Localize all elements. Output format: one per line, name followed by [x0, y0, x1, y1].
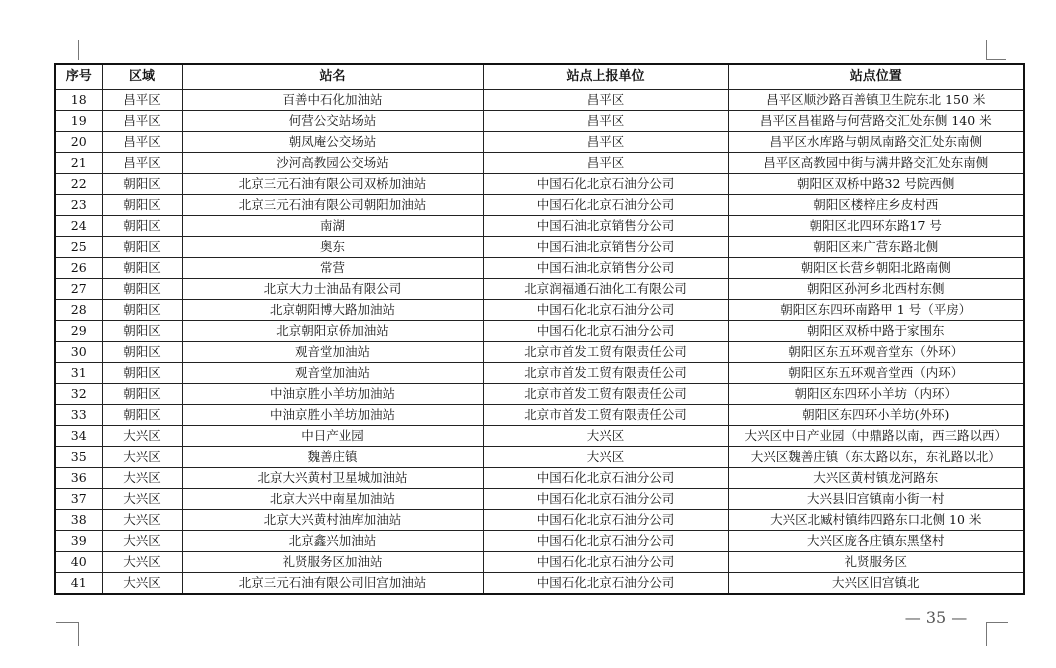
cell-station-name: 奥东: [182, 237, 483, 258]
table-row: [55, 384, 1024, 405]
cell-reporting-unit: 昌平区: [483, 153, 728, 174]
cell-station-name: 朝凤庵公交场站: [182, 132, 483, 153]
header-station-name: 站名: [182, 64, 483, 90]
cell-station-name: 北京大力士油品有限公司: [182, 279, 483, 300]
cell-station-location: 大兴区旧宫镇北: [728, 573, 1024, 595]
table-row: [55, 447, 1024, 468]
cell-index: 32: [55, 384, 102, 405]
table-row: [55, 300, 1024, 321]
table-row: [55, 216, 1024, 237]
cell-station-name: 北京鑫兴加油站: [182, 531, 483, 552]
table-row: [55, 153, 1024, 174]
crop-mark-bottom-right-h: [986, 622, 1008, 623]
cell-reporting-unit: 昌平区: [483, 111, 728, 132]
cell-district: 朝阳区: [102, 300, 182, 321]
crop-mark-bottom-left-v: [78, 622, 79, 646]
header-district: 区域: [102, 64, 182, 90]
table-header-row: [55, 64, 1024, 90]
cell-index: 41: [55, 573, 102, 595]
crop-mark-top-right-h: [986, 59, 1006, 60]
cell-index: 18: [55, 90, 102, 111]
cell-index: 21: [55, 153, 102, 174]
cell-reporting-unit: 中国石化北京石油分公司: [483, 531, 728, 552]
cell-reporting-unit: 北京润福通石油化工有限公司: [483, 279, 728, 300]
cell-reporting-unit: 北京市首发工贸有限责任公司: [483, 384, 728, 405]
crop-mark-bottom-left-h: [56, 622, 78, 623]
table-row: [55, 510, 1024, 531]
table-row: [55, 111, 1024, 132]
cell-district: 朝阳区: [102, 195, 182, 216]
cell-station-location: 大兴县旧宫镇南小街一村: [728, 489, 1024, 510]
cell-index: 30: [55, 342, 102, 363]
table-row: [55, 342, 1024, 363]
table-row: [55, 573, 1024, 595]
cell-reporting-unit: 中国石化北京石油分公司: [483, 321, 728, 342]
cell-district: 大兴区: [102, 552, 182, 573]
cell-reporting-unit: 中国石化北京石油分公司: [483, 573, 728, 595]
cell-index: 34: [55, 426, 102, 447]
cell-district: 大兴区: [102, 573, 182, 595]
cell-reporting-unit: 昌平区: [483, 132, 728, 153]
cell-district: 大兴区: [102, 447, 182, 468]
cell-station-location: 朝阳区东五环观音堂西（内环）: [728, 363, 1024, 384]
cell-index: 39: [55, 531, 102, 552]
cell-station-name: 魏善庄镇: [182, 447, 483, 468]
cell-index: 33: [55, 405, 102, 426]
table-row: [55, 489, 1024, 510]
cell-reporting-unit: 中国石化北京石油分公司: [483, 468, 728, 489]
cell-station-location: 大兴区庞各庄镇东黑垡村: [728, 531, 1024, 552]
cell-index: 38: [55, 510, 102, 531]
cell-district: 朝阳区: [102, 363, 182, 384]
table-row: [55, 237, 1024, 258]
cell-district: 朝阳区: [102, 342, 182, 363]
cell-index: 27: [55, 279, 102, 300]
crop-mark-top-right-v: [986, 40, 987, 60]
cell-station-location: 朝阳区双桥中路于家围东: [728, 321, 1024, 342]
cell-station-name: 中日产业园: [182, 426, 483, 447]
cell-station-location: 朝阳区东四环南路甲 1 号（平房）: [728, 300, 1024, 321]
cell-station-location: 朝阳区孙河乡北西村东侧: [728, 279, 1024, 300]
cell-station-location: 大兴区魏善庄镇（东太路以东，东礼路以北）: [728, 447, 1024, 468]
cell-station-location: 朝阳区东四环小羊坊(外环): [728, 405, 1024, 426]
cell-district: 昌平区: [102, 132, 182, 153]
cell-station-location: 昌平区昌崔路与何营路交汇处东侧 140 米: [728, 111, 1024, 132]
cell-district: 大兴区: [102, 426, 182, 447]
cell-station-name: 北京大兴中南星加油站: [182, 489, 483, 510]
cell-station-name: 北京三元石油有限公司朝阳加油站: [182, 195, 483, 216]
header-reporting-unit: 站点上报单位: [483, 64, 728, 90]
table-row: [55, 363, 1024, 384]
cell-station-location: 朝阳区东五环观音堂东（外环）: [728, 342, 1024, 363]
cell-station-name: 中油京胜小羊坊加油站: [182, 405, 483, 426]
cell-index: 22: [55, 174, 102, 195]
table-row: [55, 279, 1024, 300]
table-row: [55, 531, 1024, 552]
cell-index: 40: [55, 552, 102, 573]
cell-reporting-unit: 北京市首发工贸有限责任公司: [483, 342, 728, 363]
cell-station-name: 常营: [182, 258, 483, 279]
table-row: [55, 321, 1024, 342]
cell-station-name: 观音堂加油站: [182, 363, 483, 384]
cell-station-name: 北京朝阳京侨加油站: [182, 321, 483, 342]
table-row: [55, 468, 1024, 489]
table-row: [55, 405, 1024, 426]
cell-station-location: 朝阳区东四环小羊坊（内环）: [728, 384, 1024, 405]
crop-mark-top-left-v: [78, 40, 79, 60]
cell-reporting-unit: 中国石油北京销售分公司: [483, 237, 728, 258]
cell-district: 朝阳区: [102, 279, 182, 300]
cell-district: 大兴区: [102, 531, 182, 552]
cell-reporting-unit: 中国石化北京石油分公司: [483, 300, 728, 321]
cell-reporting-unit: 中国石油北京销售分公司: [483, 258, 728, 279]
cell-district: 朝阳区: [102, 258, 182, 279]
cell-reporting-unit: 北京市首发工贸有限责任公司: [483, 405, 728, 426]
cell-district: 大兴区: [102, 510, 182, 531]
cell-reporting-unit: 昌平区: [483, 90, 728, 111]
cell-station-location: 朝阳区北四环东路17 号: [728, 216, 1024, 237]
cell-district: 大兴区: [102, 468, 182, 489]
cell-district: 朝阳区: [102, 216, 182, 237]
cell-index: 25: [55, 237, 102, 258]
cell-station-location: 朝阳区双桥中路32 号院西侧: [728, 174, 1024, 195]
cell-station-location: 朝阳区楼梓庄乡皮村西: [728, 195, 1024, 216]
cell-reporting-unit: 中国石化北京石油分公司: [483, 489, 728, 510]
cell-district: 朝阳区: [102, 174, 182, 195]
cell-district: 大兴区: [102, 489, 182, 510]
cell-reporting-unit: 大兴区: [483, 426, 728, 447]
cell-station-name: 北京三元石油有限公司双桥加油站: [182, 174, 483, 195]
header-station-location: 站点位置: [728, 64, 1024, 90]
cell-station-location: 昌平区水库路与朝凤南路交汇处东南侧: [728, 132, 1024, 153]
table-row: [55, 552, 1024, 573]
cell-station-location: 昌平区高教园中街与满井路交汇处东南侧: [728, 153, 1024, 174]
cell-station-location: 大兴区中日产业园（中鼎路以南，西三路以西）: [728, 426, 1024, 447]
cell-index: 36: [55, 468, 102, 489]
cell-reporting-unit: 中国石化北京石油分公司: [483, 552, 728, 573]
cell-station-location: 礼贤服务区: [728, 552, 1024, 573]
cell-station-name: 百善中石化加油站: [182, 90, 483, 111]
cell-reporting-unit: 北京市首发工贸有限责任公司: [483, 363, 728, 384]
cell-district: 朝阳区: [102, 384, 182, 405]
cell-district: 朝阳区: [102, 237, 182, 258]
cell-station-location: 朝阳区长营乡朝阳北路南侧: [728, 258, 1024, 279]
cell-station-name: 沙河高教园公交场站: [182, 153, 483, 174]
gas-station-table: [54, 63, 1025, 595]
header-index: 序号: [55, 64, 102, 90]
cell-index: 19: [55, 111, 102, 132]
cell-station-name: 南湖: [182, 216, 483, 237]
cell-district: 昌平区: [102, 111, 182, 132]
cell-station-location: 大兴区黄村镇龙河路东: [728, 468, 1024, 489]
cell-station-location: 大兴区北臧村镇纬四路东口北侧 10 米: [728, 510, 1024, 531]
cell-index: 20: [55, 132, 102, 153]
table-row: [55, 90, 1024, 111]
cell-index: 28: [55, 300, 102, 321]
cell-index: 35: [55, 447, 102, 468]
cell-index: 24: [55, 216, 102, 237]
table-row: [55, 258, 1024, 279]
cell-station-name: 北京朝阳博大路加油站: [182, 300, 483, 321]
cell-station-name: 北京大兴黄村油库加油站: [182, 510, 483, 531]
cell-station-name: 北京三元石油有限公司旧宫加油站: [182, 573, 483, 595]
cell-station-name: 礼贤服务区加油站: [182, 552, 483, 573]
cell-index: 29: [55, 321, 102, 342]
cell-reporting-unit: 中国石油北京销售分公司: [483, 216, 728, 237]
cell-station-location: 朝阳区来广营东路北侧: [728, 237, 1024, 258]
cell-reporting-unit: 中国石化北京石油分公司: [483, 195, 728, 216]
table-row: [55, 426, 1024, 447]
page-number: — 35 —: [904, 608, 968, 627]
cell-reporting-unit: 中国石化北京石油分公司: [483, 510, 728, 531]
cell-station-name: 观音堂加油站: [182, 342, 483, 363]
cell-reporting-unit: 中国石化北京石油分公司: [483, 174, 728, 195]
cell-station-name: 北京大兴黄村卫星城加油站: [182, 468, 483, 489]
cell-index: 23: [55, 195, 102, 216]
table-row: [55, 132, 1024, 153]
crop-mark-bottom-right-v: [986, 622, 987, 646]
cell-station-location: 昌平区顺沙路百善镇卫生院东北 150 米: [728, 90, 1024, 111]
cell-district: 昌平区: [102, 153, 182, 174]
cell-district: 朝阳区: [102, 321, 182, 342]
cell-district: 昌平区: [102, 90, 182, 111]
cell-index: 31: [55, 363, 102, 384]
table-row: [55, 174, 1024, 195]
cell-station-name: 何营公交站场站: [182, 111, 483, 132]
cell-index: 37: [55, 489, 102, 510]
cell-station-name: 中油京胜小羊坊加油站: [182, 384, 483, 405]
cell-district: 朝阳区: [102, 405, 182, 426]
table-row: [55, 195, 1024, 216]
cell-reporting-unit: 大兴区: [483, 447, 728, 468]
cell-index: 26: [55, 258, 102, 279]
